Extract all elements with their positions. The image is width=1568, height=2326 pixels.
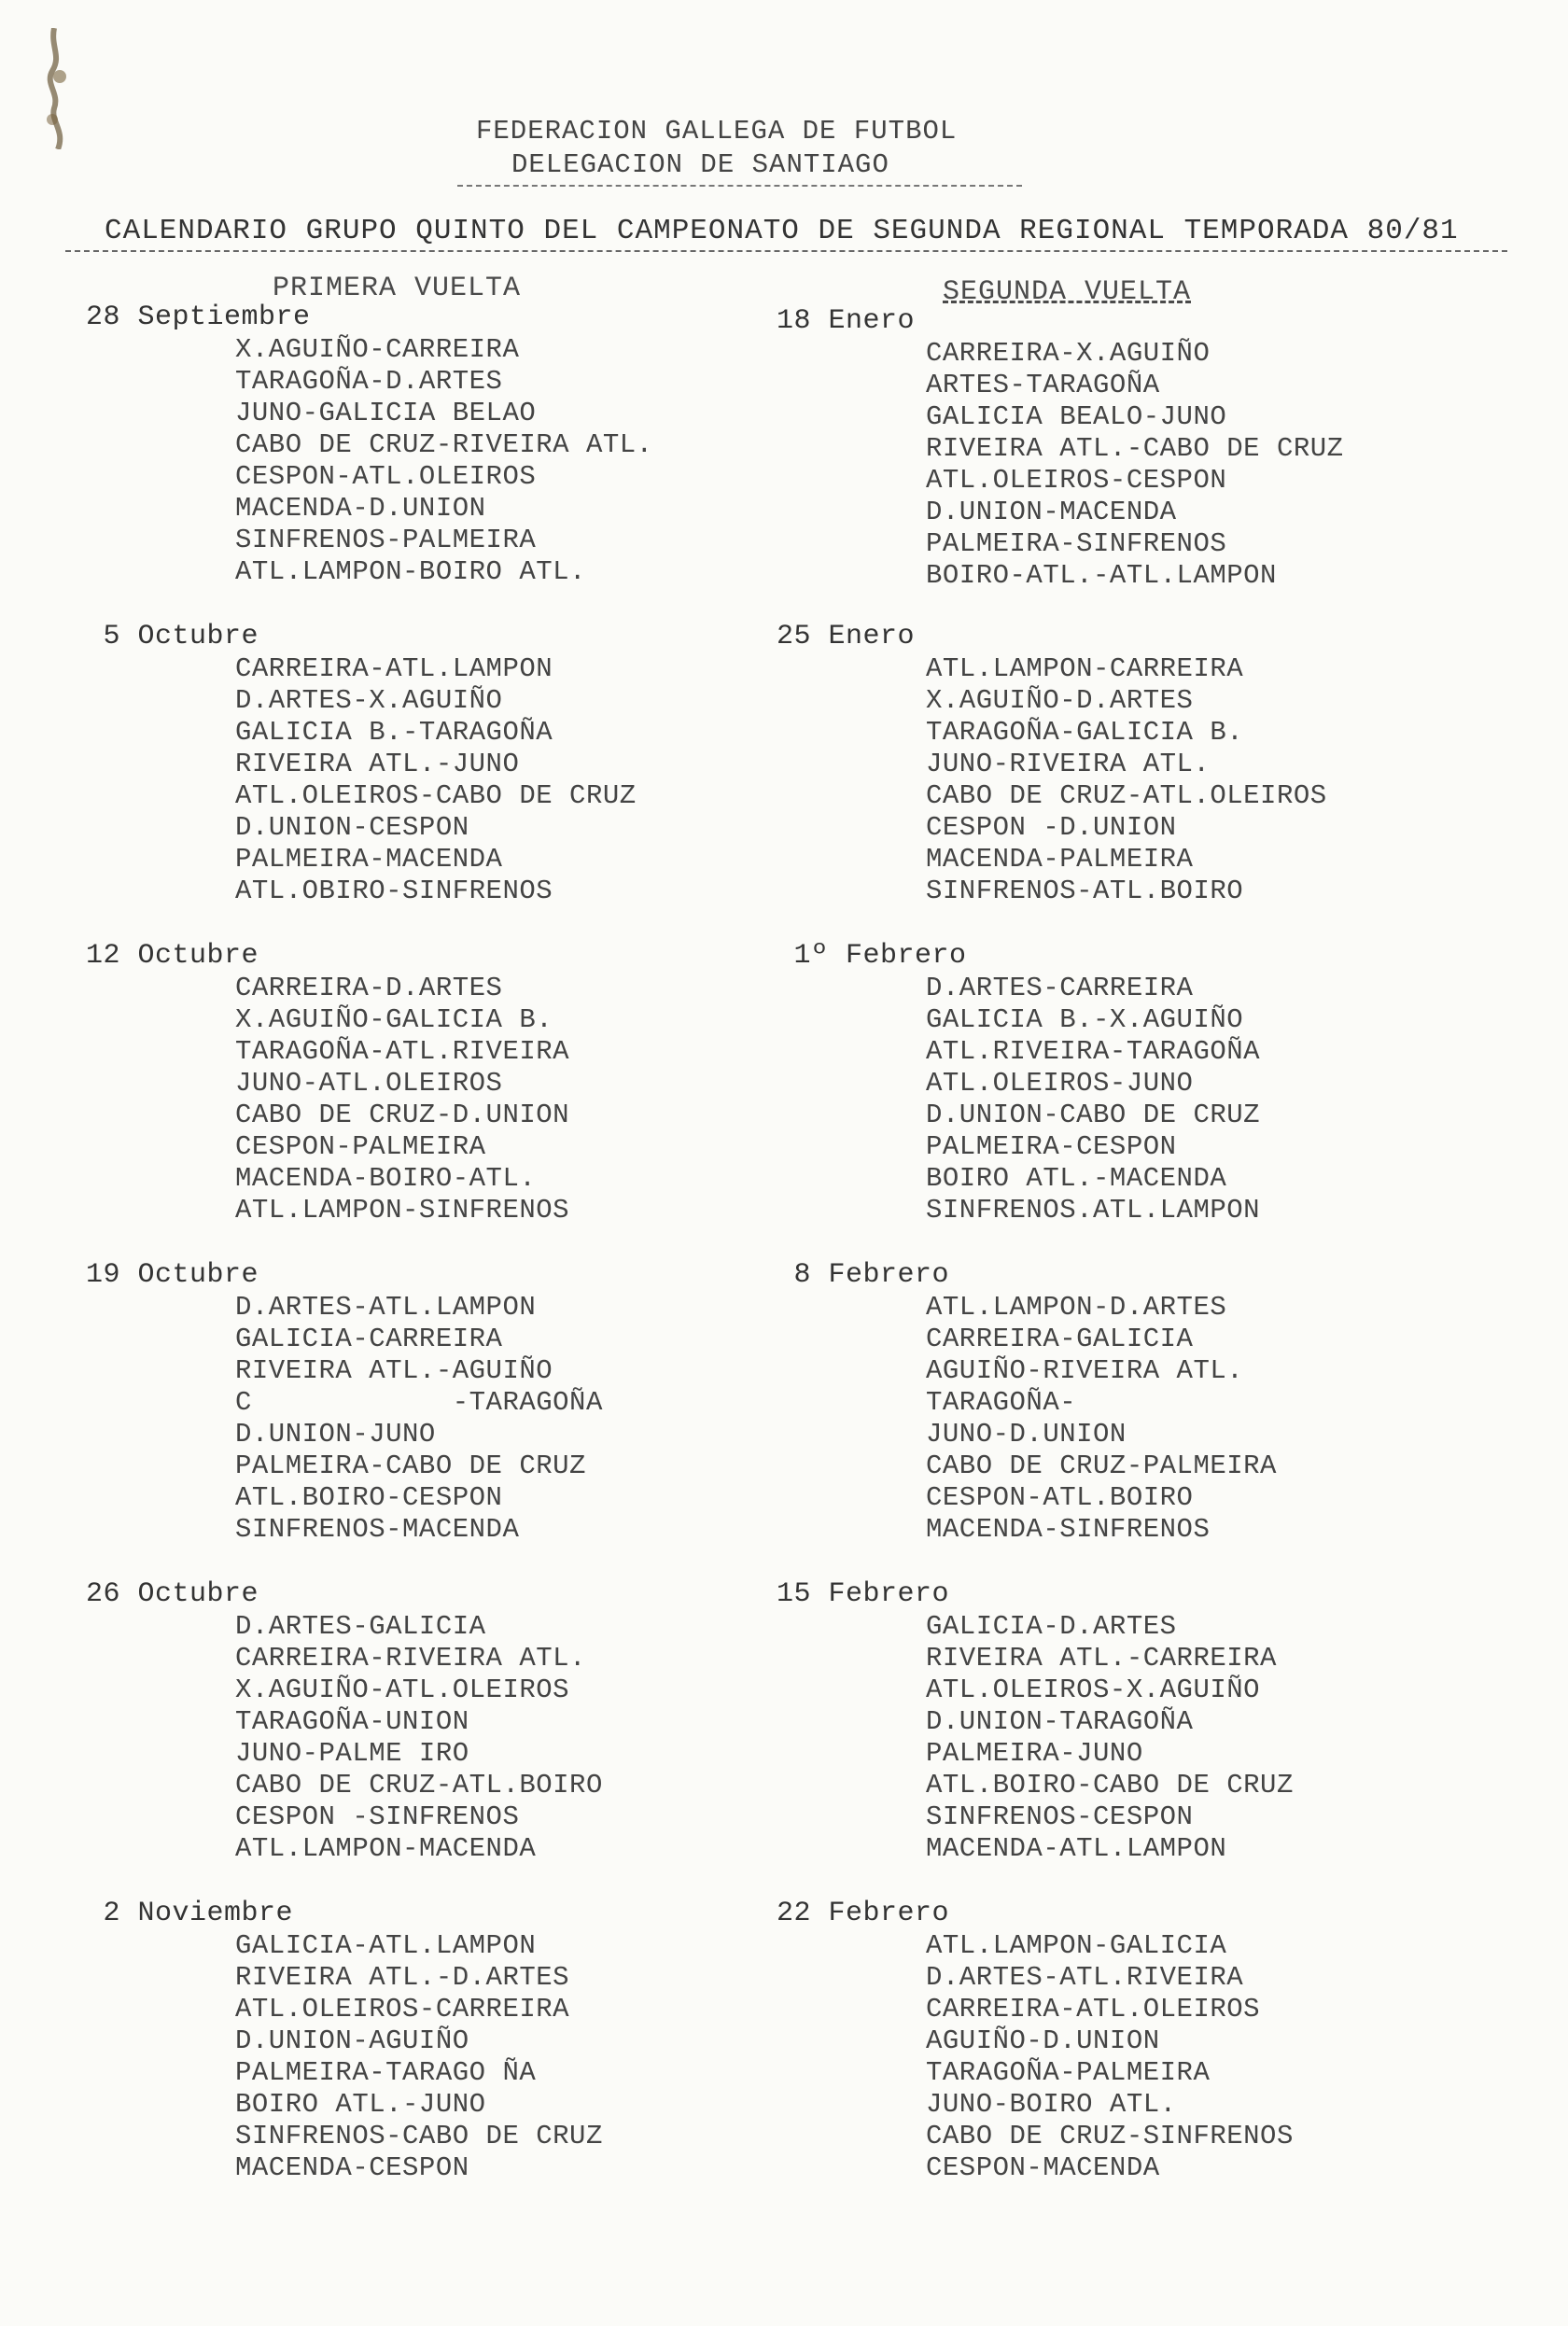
match-line: BOIRO ATL.-JUNO — [235, 2089, 486, 2120]
header-underline — [457, 185, 1022, 187]
primera-vuelta-title: PRIMERA VUELTA — [273, 273, 522, 304]
round-date: 2 Noviembre — [86, 1898, 294, 1929]
match-line: MACENDA-D.UNION — [235, 493, 486, 524]
match-line: D.ARTES-X.AGUIÑO — [235, 685, 503, 716]
segunda-vuelta-title: SEGUNDA VUELTA — [943, 276, 1192, 308]
paper-tear-mark — [41, 28, 73, 149]
match-line: GALICIA BEALO-JUNO — [926, 401, 1227, 432]
match-line: PALMEIRA-CESPON — [926, 1131, 1177, 1162]
match-line: CABO DE CRUZ-RIVEIRA ATL. — [235, 429, 653, 460]
round-block — [777, 1897, 1294, 2184]
match-line: CESPON-ATL.BOIRO — [926, 1482, 1194, 1513]
round-date: 19 Octubre — [86, 1259, 259, 1291]
match-line: ATL.OLEIROS-JUNO — [926, 1068, 1194, 1099]
match-line: ATL.OLEIROS-CESPON — [926, 465, 1227, 496]
round-date: 5 Octubre — [86, 621, 259, 652]
match-line: TARAGOÑA-PALMEIRA — [926, 2057, 1211, 2088]
match-line: RIVEIRA ATL.-CABO DE CRUZ — [926, 433, 1344, 464]
match-line: X.AGUIÑO-GALICIA B. — [235, 1004, 553, 1035]
match-line: SINFRENOS-CESPON — [926, 1801, 1194, 1832]
match-line: D.UNION-CESPON — [235, 812, 469, 843]
match-line: SINFRENOS-ATL.BOIRO — [926, 876, 1244, 906]
match-line: CARREIRA-ATL.OLEIROS — [926, 1994, 1261, 2025]
match-line: ATL.LAMPON-D.ARTES — [926, 1292, 1227, 1323]
calendar-title: CALENDARIO GRUPO QUINTO DEL CAMPEONATO DE SEGUNDA REGIONAL TEMPORADA 80/81 — [105, 215, 1459, 247]
round-block — [777, 939, 1260, 1226]
match-line: ARTES-TARAGOÑA — [926, 370, 1160, 400]
match-line: JUNO-BOIRO ATL. — [926, 2089, 1177, 2120]
round-block — [86, 1897, 603, 2184]
round-date: 1º Febrero — [777, 940, 967, 972]
match-line: AGUIÑO-D.UNION — [926, 2025, 1160, 2056]
round-block — [86, 1577, 603, 1865]
match-line: JUNO-GALICIA BELAO — [235, 398, 537, 428]
match-line: ATL.OLEIROS-X.AGUIÑO — [926, 1674, 1261, 1705]
match-line: ATL.LAMPON-CARREIRA — [926, 653, 1244, 684]
match-line: PALMEIRA-TARAGO ÑA — [235, 2057, 537, 2088]
match-line: TARAGOÑA-D.ARTES — [235, 366, 503, 397]
round-date: 12 Octubre — [86, 940, 259, 972]
match-line: TARAGOÑA-GALICIA B. — [926, 717, 1244, 748]
round-block — [86, 1258, 603, 1546]
match-line: BOIRO ATL.-MACENDA — [926, 1163, 1227, 1194]
match-line: CESPON-ATL.OLEIROS — [235, 461, 537, 492]
match-line: D.UNION-MACENDA — [926, 497, 1177, 527]
match-line: ATL.BOIRO-CABO DE CRUZ — [926, 1770, 1294, 1801]
round-block — [86, 301, 653, 588]
match-line: JUNO-ATL.OLEIROS — [235, 1068, 503, 1099]
match-line: JUNO-D.UNION — [926, 1419, 1127, 1450]
round-block — [777, 1258, 1277, 1546]
match-line: BOIRO-ATL.-ATL.LAMPON — [926, 560, 1277, 591]
match-line: CABO DE CRUZ-D.UNION — [235, 1100, 570, 1130]
match-line: CABO DE CRUZ-ATL.OLEIROS — [926, 780, 1327, 811]
match-line: ATL.LAMPON-SINFRENOS — [235, 1195, 570, 1226]
match-line: JUNO-RIVEIRA ATL. — [926, 749, 1211, 779]
match-line: CARREIRA-D.ARTES — [235, 973, 503, 1003]
match-line: ATL.OLEIROS-CARREIRA — [235, 1994, 570, 2025]
match-line: MACENDA-PALMEIRA — [926, 844, 1194, 875]
match-line: CESPON -SINFRENOS — [235, 1801, 520, 1832]
match-line: CESPON-MACENDA — [926, 2152, 1160, 2183]
delegation-name: DELEGACION DE SANTIAGO — [511, 149, 889, 180]
match-line: CABO DE CRUZ-PALMEIRA — [926, 1450, 1277, 1481]
match-line: CARREIRA-RIVEIRA ATL. — [235, 1643, 586, 1674]
match-line: MACENDA-BOIRO-ATL. — [235, 1163, 537, 1194]
match-line: C -TARAGOÑA — [235, 1387, 603, 1418]
match-line: MACENDA-SINFRENOS — [926, 1514, 1211, 1545]
match-line: CARREIRA-X.AGUIÑO — [926, 338, 1211, 369]
match-line: ATL.BOIRO-CESPON — [235, 1482, 503, 1513]
match-line: ATL.OLEIROS-CABO DE CRUZ — [235, 780, 637, 811]
match-line: MACENDA-ATL.LAMPON — [926, 1833, 1227, 1864]
match-line: GALICIA-D.ARTES — [926, 1611, 1177, 1642]
match-line: D.ARTES-ATL.RIVEIRA — [926, 1962, 1244, 1993]
match-line: RIVEIRA ATL.-CARREIRA — [926, 1643, 1277, 1674]
match-line: ATL.RIVEIRA-TARAGOÑA — [926, 1036, 1261, 1067]
match-line: CARREIRA-GALICIA — [926, 1324, 1194, 1354]
match-line: GALICIA-ATL.LAMPON — [235, 1930, 537, 1961]
match-line: CABO DE CRUZ-ATL.BOIRO — [235, 1770, 603, 1801]
round-date: 18 Enero — [777, 305, 916, 337]
match-line: RIVEIRA ATL.-AGUIÑO — [235, 1355, 553, 1386]
round-date: 25 Enero — [777, 621, 916, 652]
round-date: 28 Septiembre — [86, 301, 311, 333]
match-line: D.UNION-TARAGOÑA — [926, 1706, 1194, 1737]
match-line: D.ARTES-GALICIA — [235, 1611, 486, 1642]
round-block — [777, 1577, 1294, 1865]
match-line: ATL.LAMPON-BOIRO ATL. — [235, 556, 586, 587]
round-date: 26 Octubre — [86, 1578, 259, 1610]
round-date: 15 Febrero — [777, 1578, 950, 1610]
round-block — [777, 620, 1327, 907]
match-line: JUNO-PALME IRO — [235, 1738, 469, 1769]
match-line: RIVEIRA ATL.-JUNO — [235, 749, 520, 779]
title-underline — [65, 250, 1507, 252]
match-line: CABO DE CRUZ-SINFRENOS — [926, 2121, 1294, 2151]
match-line: ATL.OBIRO-SINFRENOS — [235, 876, 553, 906]
match-line: SINFRENOS-PALMEIRA — [235, 525, 537, 555]
match-line: D.UNION-AGUIÑO — [235, 2025, 469, 2056]
match-line: X.AGUIÑO-ATL.OLEIROS — [235, 1674, 570, 1705]
round-block — [777, 304, 1344, 592]
match-line: MACENDA-CESPON — [235, 2152, 469, 2183]
match-line: GALICIA B.-X.AGUIÑO — [926, 1004, 1244, 1035]
match-line: AGUIÑO-RIVEIRA ATL. — [926, 1355, 1244, 1386]
match-line: D.UNION-JUNO — [235, 1419, 436, 1450]
round-date: 22 Febrero — [777, 1898, 950, 1929]
federation-name: FEDERACION GALLEGA DE FUTBOL — [476, 116, 958, 147]
match-line: CESPON -D.UNION — [926, 812, 1177, 843]
match-line: CESPON-PALMEIRA — [235, 1131, 486, 1162]
match-line: D.ARTES-CARREIRA — [926, 973, 1194, 1003]
match-line: D.ARTES-ATL.LAMPON — [235, 1292, 537, 1323]
match-line: ATL.LAMPON-GALICIA — [926, 1930, 1227, 1961]
round-block — [86, 939, 569, 1226]
match-line: TARAGOÑA-ATL.RIVEIRA — [235, 1036, 570, 1067]
match-line: GALICIA-CARREIRA — [235, 1324, 503, 1354]
match-line: SINFRENOS-CABO DE CRUZ — [235, 2121, 603, 2151]
match-line: SINFRENOS.ATL.LAMPON — [926, 1195, 1261, 1226]
match-line: PALMEIRA-JUNO — [926, 1738, 1143, 1769]
match-line: ATL.LAMPON-MACENDA — [235, 1833, 537, 1864]
match-line: PALMEIRA-CABO DE CRUZ — [235, 1450, 586, 1481]
match-line: TARAGOÑA- — [926, 1387, 1077, 1418]
match-line: RIVEIRA ATL.-D.ARTES — [235, 1962, 570, 1993]
match-line: SINFRENOS-MACENDA — [235, 1514, 520, 1545]
match-line: X.AGUIÑO-CARREIRA — [235, 334, 520, 365]
match-line: CARREIRA-ATL.LAMPON — [235, 653, 553, 684]
round-date: 8 Febrero — [777, 1259, 950, 1291]
match-line: PALMEIRA-MACENDA — [235, 844, 503, 875]
match-line: X.AGUIÑO-D.ARTES — [926, 685, 1194, 716]
match-line: TARAGOÑA-UNION — [235, 1706, 469, 1737]
round-block — [86, 620, 637, 907]
match-line: D.UNION-CABO DE CRUZ — [926, 1100, 1261, 1130]
match-line: PALMEIRA-SINFRENOS — [926, 528, 1227, 559]
match-line: GALICIA B.-TARAGOÑA — [235, 717, 553, 748]
